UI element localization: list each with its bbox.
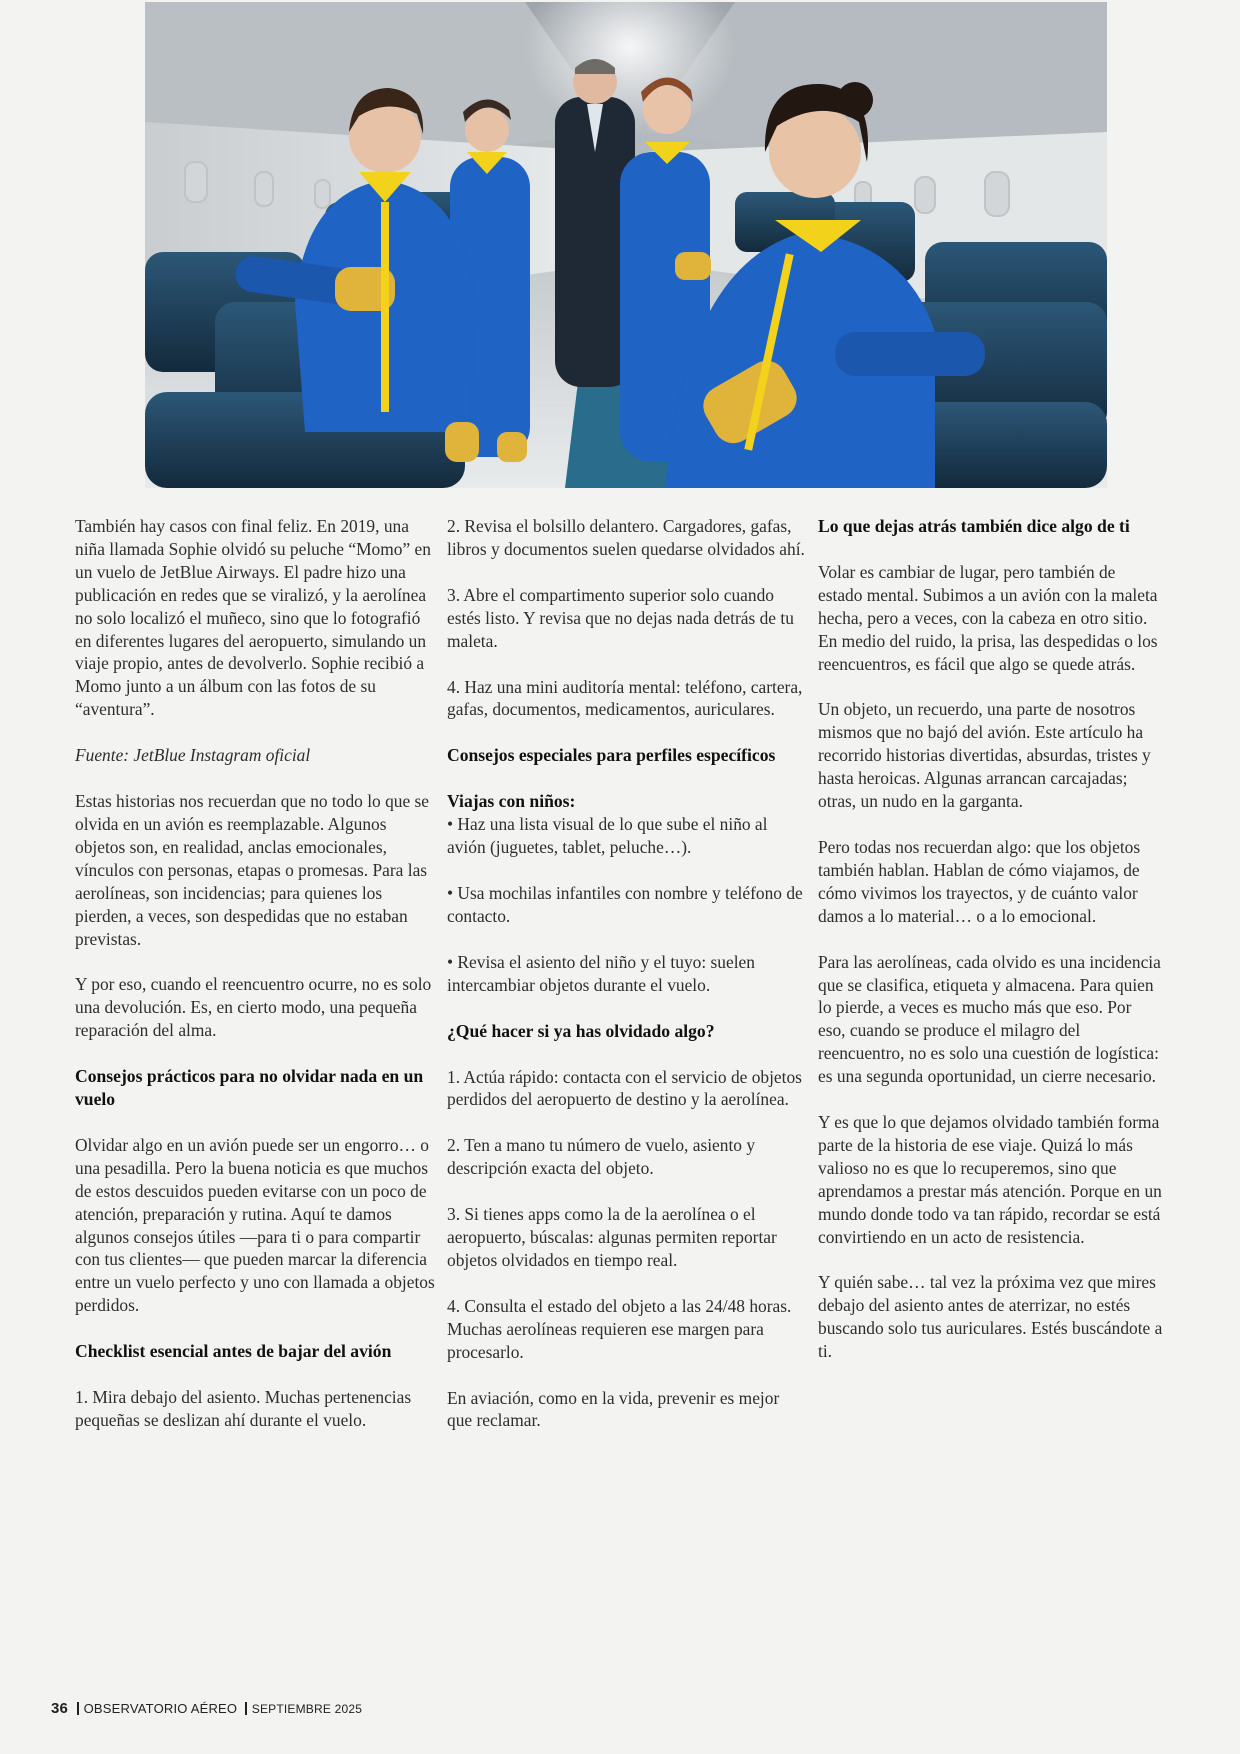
paragraph: Un objeto, un recuerdo, una parte de nosotros mismos que no bajó del avión. Este artículo ha recorrido historias divertidas, absurdas, tristes y hasta heroicas. Algunas arrancan carcajadas; otras, un nudo en la garganta. [818, 699, 1151, 812]
issue-date: SEPTIEMBRE 2025 [251, 1701, 363, 1716]
paragraph: Estas historias nos recuerdan que no todo lo que se olvida en un avión es reemplazable. Algunos objetos son, en realidad, anclas emocionales, vínculos con personas, etapas o promesas. Para las aerolíneas, son incidencias; para quienes los pierden, a veces, son despedidas que no estaban previstas. [75, 791, 430, 949]
paragraph: Olvidar algo en un avión puede ser un engorro… o una pesadilla. Pero la buena noticia es que muchos de estos descuidos pueden evitarse con un poco de atención, preparación y rutina. Aquí te damos algunos consejos útiles —para ti o para compartir con tus clientes— que pueden marcar la diferencia entre un vuelo perfecto y uno con llamada a objetos perdidos. [75, 1134, 435, 1316]
section-heading: ¿Qué hacer si ya has olvidado algo? [447, 1020, 715, 1041]
bullet-item: • Revisa el asiento del niño y el tuyo: suelen intercambiar objetos durante el vuelo. [447, 951, 755, 995]
page-footer [51, 1700, 362, 1717]
section-heading: Lo que dejas atrás también dice algo de ti [818, 516, 1130, 536]
paragraph: Pero todas nos recuerdan algo: que los objetos también hablan. Hablan de cómo viajamos, de cómo vivimos los trayectos, y de cuánto valor damos a lo material… o a lo emocional. [818, 836, 1141, 926]
source-citation: Fuente: JetBlue Instagram oficial [75, 745, 311, 766]
article-column-3 [818, 515, 1163, 1386]
section-heading: Checklist esencial antes de bajar del avión [75, 1341, 392, 1362]
paragraph: Y por eso, cuando el reencuentro ocurre, no es solo una devolución. Es, en cierto modo, una pequeña reparación del alma. [75, 974, 432, 1041]
article-column-2 [447, 515, 807, 1455]
subheading: Viajas con niños: [447, 791, 576, 812]
step-item: 1. Actúa rápido: contacta con el servicio de objetos perdidos del aeropuerto de destino y la aerolínea. [447, 1066, 802, 1110]
paragraph: Volar es cambiar de lugar, pero también de estado mental. Subimos a un avión con la maleta hecha, pero a veces, con la cabeza en otro sitio. En medio del ruido, la prisa, las despedidas o los reencuentros, es fácil que algo se quede atrás. [818, 561, 1158, 674]
step-item: 4. Consulta el estado del objeto a las 24/48 horas. Muchas aerolíneas requieren ese margen para procesarlo. [447, 1295, 792, 1362]
paragraph: Para las aerolíneas, cada olvido es una incidencia que se clasifica, etiqueta y almacena. Para quien lo pierde, a veces es mucho más que eso. Por eso, cuando se produce el milagro del reencuentro, no es solo una cuestión de logística: es una segunda oportunidad, un cierre necesario. [818, 951, 1161, 1087]
step-item: 2. Ten a mano tu número de vuelo, asiento y descripción exacta del objeto. [447, 1135, 756, 1179]
paragraph: También hay casos con final feliz. En 2019, una niña llamada Sophie olvidó su peluche “Momo” en un vuelo de JetBlue Airways. El padre hizo una publicación en redes que se viralizó, y la aerolínea no solo localizó el muñeco, sino que lo fotografió en diferentes lugares del aeropuerto, simulando un viaje propio, antes de devolverlo. Sophie recibió a Momo junto a un álbum con las fotos de su “aventura”. [75, 516, 431, 720]
bullet-item: • Haz una lista visual de lo que sube el niño al avión (juguetes, tablet, peluche…). [447, 814, 768, 858]
checklist-item: 1. Mira debajo del asiento. Muchas pertenencias pequeñas se deslizan ahí durante el vuelo. [75, 1387, 412, 1430]
hero-photo [145, 2, 1107, 488]
article-column-1 [75, 515, 435, 1455]
paragraph: En aviación, como en la vida, prevenir es mejor que reclamar. [447, 1387, 780, 1431]
step-item: 3. Si tienes apps como la de la aerolínea o el aeropuerto, búscalas: algunas permiten reportar objetos olvidados en tiempo real. [447, 1204, 777, 1270]
page-number: 36 [51, 1700, 69, 1717]
bullet-item: • Usa mochilas infantiles con nombre y teléfono de contacto. [447, 882, 803, 926]
section-heading: Consejos prácticos para no olvidar nada en un vuelo [75, 1066, 424, 1110]
section-heading: Consejos especiales para perfiles específicos [447, 745, 776, 766]
footer-divider [245, 1702, 247, 1715]
paragraph: Y quién sabe… tal vez la próxima vez que mires debajo del asiento antes de aterrizar, no estés buscando solo tus auriculares. Estés buscándote a ti. [818, 1272, 1163, 1362]
checklist-item: 4. Haz una mini auditoría mental: teléfono, cartera, gafas, documentos, medicamentos, auriculares. [447, 676, 803, 720]
footer-divider [77, 1702, 79, 1715]
checklist-item: 2. Revisa el bolsillo delantero. Cargadores, gafas, libros y documentos suelen quedarse olvidados ahí. [447, 516, 805, 559]
paragraph: Y es que lo que dejamos olvidado también forma parte de la historia de ese viaje. Quizá lo más valioso no es que lo recuperemos, sino que aprendamos a prestar más atención. Porque en un mundo donde todo va tan rápido, recordar se está convirtiendo en un acto de resistencia. [818, 1112, 1162, 1247]
magazine-name: OBSERVATORIO AÉREO [83, 1701, 238, 1716]
cabin-crew-illustration [145, 2, 1107, 488]
checklist-item: 3. Abre el compartimento superior solo cuando estés listo. Y revisa que no dejas nada detrás de tu maleta. [447, 584, 794, 651]
